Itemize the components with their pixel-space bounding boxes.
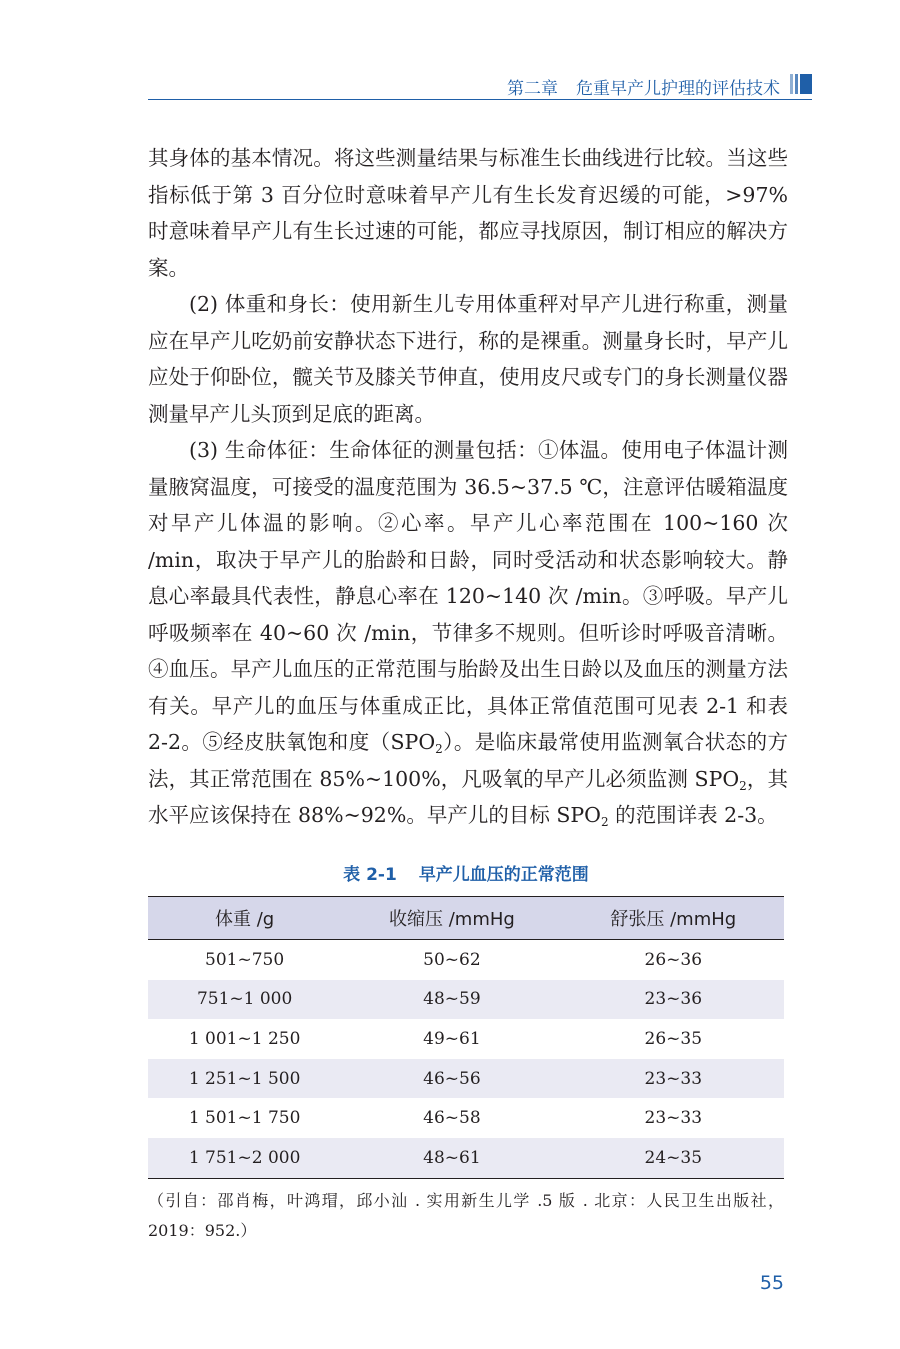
- running-header: [148, 72, 812, 100]
- subscript: 2: [435, 742, 443, 756]
- header-rule: [148, 99, 812, 100]
- table-row: [148, 980, 784, 1020]
- table-cell: 48~59: [341, 980, 562, 1020]
- table-cell: 46~56: [341, 1059, 562, 1099]
- table-header-row: [148, 897, 784, 940]
- table-cell: 23~33: [644, 1108, 703, 1129]
- header-decoration-bar: [790, 74, 812, 94]
- table-cell: 1 751~2 000: [148, 1138, 341, 1178]
- table-cell: 49~61: [423, 1028, 481, 1049]
- page-number: 55: [759, 1272, 784, 1294]
- table-cell: 26~36: [644, 949, 703, 970]
- table-cell: 1 251~1 500: [148, 1059, 341, 1099]
- table-row: [148, 1059, 784, 1099]
- table-row: [148, 1138, 784, 1178]
- table-cell: 50~62: [423, 949, 481, 970]
- table-cell: 26~35: [644, 1028, 703, 1049]
- table-number: 表 2-1: [343, 865, 397, 885]
- chapter-heading: [507, 74, 780, 99]
- table-cell: 23~33: [563, 1059, 784, 1099]
- table-cell: 501~750: [205, 949, 285, 970]
- column-header: 舒张压 /mmHg: [563, 897, 784, 940]
- subscript: 2: [600, 815, 609, 829]
- table-cell: 48~61: [341, 1138, 562, 1178]
- table-title: 早产儿血压的正常范围: [418, 865, 589, 885]
- table-row: [148, 940, 784, 980]
- table-cell: 24~35: [563, 1138, 784, 1178]
- table-cell: 1 501~1 750: [188, 1108, 301, 1129]
- column-header: 体重 /g: [148, 897, 341, 940]
- table-cell: 751~1 000: [148, 980, 341, 1020]
- table-cell: 46~58: [423, 1108, 481, 1129]
- table-cell: 23~36: [563, 980, 784, 1020]
- paragraph-vital-signs: (3) 生命体征：生命体征的测量包括：①体温。使用电子体温计测量腋窝温度，可接受的温度范围为 36.5~37.5 ℃，注意评估暖箱温度对早产儿体温的影响。②心率。早产儿心率范围在 100~160 次 /min，取决于早产儿的胎龄和日龄，同时受活动和状态影响较大。静息心率最具代表性，静息心率在 120~140 次 /min。③呼吸。早产儿呼吸频率在 40~60 次 /min，节律多不规则。但听诊时呼吸音清晰。④血压。早产儿血压的正常范围与胎龄及出生日龄以及血压的测量方法有关。早产儿的血压与体重成正比，具体正常值范围可见表 2-1 和表 2-2。⑤经皮肤氧饱和度$(SPO_2)$。是临床最常使用监测氧合状态的方法，其正常范围在 85%~100%，凡吸氧的早产儿必须监测 $SPO_2$，其水平应该保持在 88%~92%。早产儿的目标 $SPO_2$ 的范围详表 2-3。: [148, 438, 788, 829]
- chapter-label: 第二章: [507, 79, 558, 99]
- table-caption: [148, 860, 784, 885]
- body-text: [148, 140, 788, 834]
- blood-pressure-table: [148, 896, 784, 1179]
- table-row: [148, 1098, 784, 1138]
- paragraph-weight-length: (2) 体重和身长：使用新生儿专用体重秤对早产儿进行称重，测量应在早产儿吃奶前安静状态下进行，称的是裸重。测量身长时，早产儿应处于仰卧位，髋关节及膝关节伸直，使用皮尺或专门的身长测量仪器测量早产儿头顶到足底的距离。: [148, 292, 788, 426]
- column-header: 收缩压 /mmHg: [341, 897, 562, 940]
- table-cell: 1 001~1 250: [188, 1028, 301, 1049]
- table-row: [148, 1019, 784, 1059]
- subscript: 2: [739, 778, 747, 793]
- table-source-note: （引自：邵肖梅，叶鸿瑁，邱小汕 . 实用新生儿学 .5 版 . 北京：人民卫生出版社，2019：952.）: [148, 1191, 784, 1240]
- chapter-title: 危重早产儿护理的评估技术: [576, 79, 780, 99]
- paragraph-growth-comparison: 其身体的基本情况。将这些测量结果与标准生长曲线进行比较。当这些指标低于第 3 百分位时意味着早产儿有生长发育迟缓的可能，>97% 时意味着早产儿有生长过速的可能，都应寻找原因，制订相应的解决方案。: [148, 146, 788, 280]
